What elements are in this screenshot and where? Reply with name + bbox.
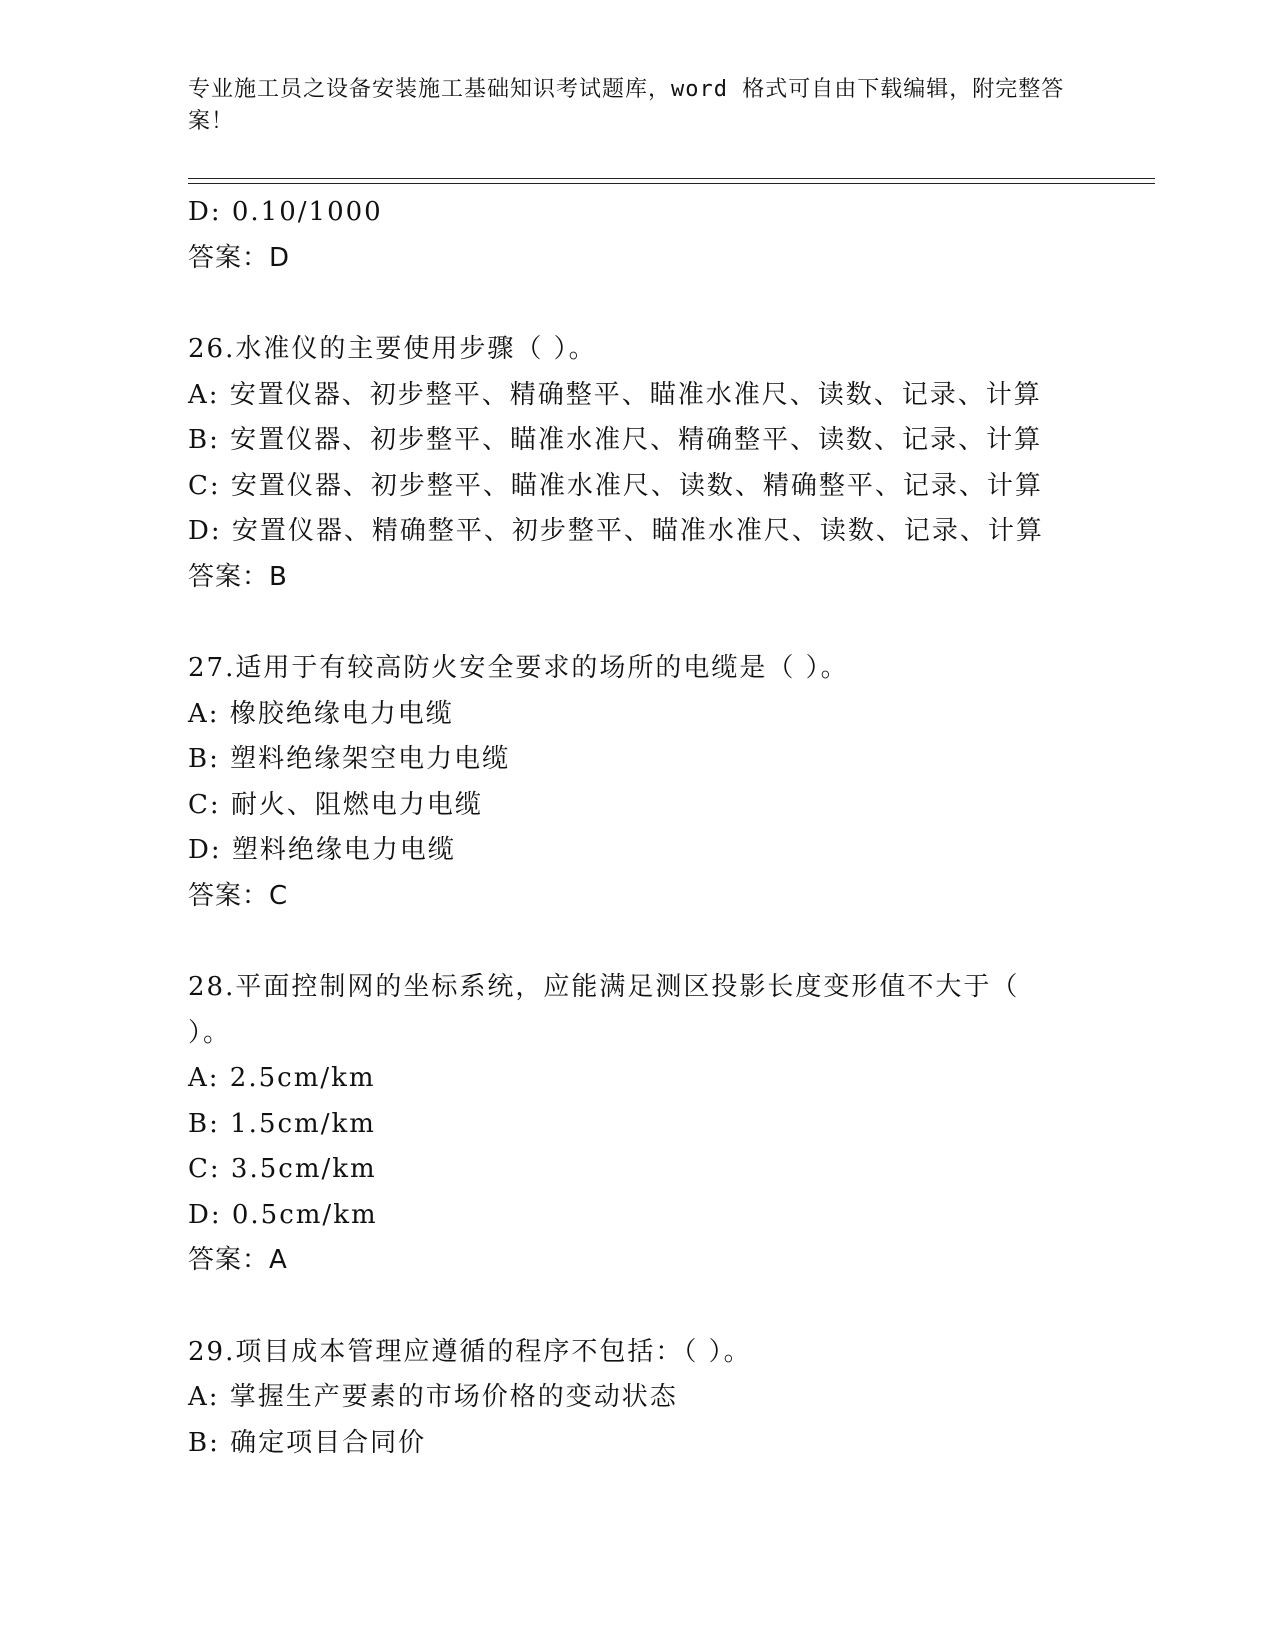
header-divider-top	[188, 178, 1155, 179]
answer: 答案：C	[188, 880, 289, 911]
option-b: B: 塑料绝缘架空电力电缆	[188, 744, 511, 774]
question-27	[188, 646, 1148, 919]
option-b: B: 确定项目合同价	[188, 1427, 427, 1458]
option-c: C: 耐火、阻燃电力电缆	[188, 789, 483, 820]
option-b: B: 安置仪器、初步整平、瞄准水准尺、精确整平、读数、记录、计算	[188, 425, 1043, 455]
option-a: A: 2.5cm/km	[188, 1063, 376, 1093]
question-28	[188, 965, 1148, 1284]
question-stem: 28.平面控制网的坐标系统，应能满足测区投影长度变形值不大于（ ）。	[188, 972, 1020, 1048]
option-d: D: 0.5cm/km	[188, 1199, 378, 1230]
option-c: C: 3.5cm/km	[188, 1154, 377, 1184]
question-stem: 26.水准仪的主要使用步骤（ ）。	[188, 334, 597, 364]
question-stem: 29.项目成本管理应遵循的程序不包括：（ ）。	[188, 1336, 752, 1367]
option-d: D: 安置仪器、精确整平、初步整平、瞄准水准尺、读数、记录、计算	[188, 516, 1044, 546]
answer: 答案：B	[188, 561, 288, 592]
option-c: C: 安置仪器、初步整平、瞄准水准尺、读数、精确整平、记录、计算	[188, 470, 1043, 501]
answer: 答案：A	[188, 1245, 288, 1275]
option-a: A: 掌握生产要素的市场价格的变动状态	[188, 1382, 678, 1412]
option-a: A: 安置仪器、初步整平、精确整平、瞄准水准尺、读数、记录、计算	[188, 379, 1042, 410]
option-d: D: 0.10/1000	[188, 197, 383, 227]
question-stem: 27.适用于有较高防火安全要求的场所的电缆是（ ）。	[188, 653, 849, 683]
question-29	[188, 1330, 1148, 1467]
question-26	[188, 327, 1148, 600]
page-header: 专业施工员之设备安装施工基础知识考试题库，word 格式可自由下载编辑，附完整答案！	[188, 77, 1065, 134]
option-a: A: 橡胶绝缘电力电缆	[188, 698, 454, 729]
answer: 答案：D	[188, 242, 291, 273]
header-divider-bottom	[188, 183, 1155, 184]
option-d: D: 塑料绝缘电力电缆	[188, 835, 456, 865]
question-list	[188, 190, 1148, 1466]
option-b: B: 1.5cm/km	[188, 1108, 376, 1139]
